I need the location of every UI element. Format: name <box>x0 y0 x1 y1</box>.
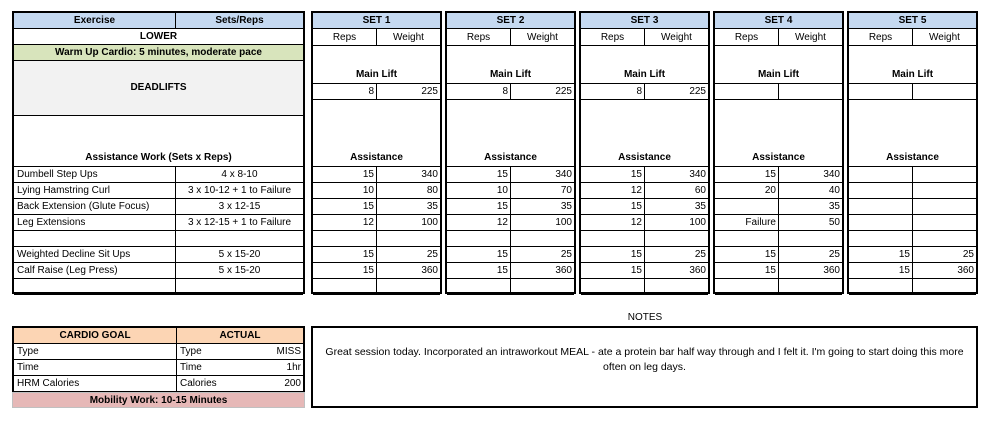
set-reps: 15 <box>581 199 645 214</box>
exercise-scheme: 3 x 10-12 + 1 to Failure <box>187 185 292 196</box>
set-weight <box>913 199 976 214</box>
exercise-scheme: 3 x 12-15 + 1 to Failure <box>187 217 292 228</box>
set-col-header-row <box>849 29 976 46</box>
exercise-name <box>14 279 176 294</box>
main-lift-weight: 225 <box>421 86 438 97</box>
exercise-name: Weighted Decline Sit Ups <box>14 247 176 262</box>
main-lift-reps: 8 <box>447 84 511 99</box>
set-reps <box>849 279 913 294</box>
set-reps: 15 <box>849 263 913 278</box>
set-weight: 360 <box>957 265 974 276</box>
set-reps <box>849 167 913 182</box>
set-reps: 15 <box>447 199 511 214</box>
notes-box <box>311 326 978 408</box>
exercise-row <box>14 183 303 199</box>
set-weight: 360 <box>555 265 572 276</box>
set-reps: 12 <box>313 215 377 230</box>
set-row <box>849 263 976 279</box>
set-weight <box>779 231 842 246</box>
set-weight <box>913 167 976 182</box>
set-row <box>715 183 842 199</box>
set-reps: 15 <box>313 263 377 278</box>
set-table-5 <box>847 11 978 294</box>
cardio-actual-label: Time <box>180 362 202 373</box>
set-row <box>849 183 976 199</box>
main-lift-label-row <box>447 46 574 84</box>
set-weight: 360 <box>823 265 840 276</box>
exercise-row <box>14 263 303 279</box>
set-title: SET 4 <box>764 15 793 26</box>
set-reps: 10 <box>313 183 377 198</box>
exercise-name: Back Extension (Glute Focus) <box>14 199 176 214</box>
cardio-header-row <box>14 328 303 344</box>
set-weight: 35 <box>694 201 706 212</box>
main-lift-label-row <box>715 46 842 84</box>
set-reps: 15 <box>447 247 511 262</box>
cardio-actual-value: MISS <box>276 346 301 357</box>
set-title: SET 3 <box>630 15 659 26</box>
main-lift-reps: 8 <box>313 84 377 99</box>
set-row <box>581 183 708 199</box>
set-row <box>447 183 574 199</box>
set-reps <box>715 279 779 294</box>
notes-label: NOTES <box>627 312 663 323</box>
warmup-row <box>14 45 303 61</box>
main-lift-values-row <box>581 84 708 100</box>
assistance-label: Assistance <box>350 152 403 163</box>
set-reps: 15 <box>715 167 779 182</box>
set-row <box>715 215 842 231</box>
set-row <box>313 199 440 215</box>
set-row <box>849 167 976 183</box>
set-row <box>849 199 976 215</box>
set-row <box>581 263 708 279</box>
main-lift-label: Main Lift <box>891 69 934 80</box>
set-row <box>849 215 976 231</box>
set-weight: 25 <box>962 249 974 260</box>
set-reps: 15 <box>447 263 511 278</box>
exercise-scheme <box>176 231 303 246</box>
set-weight <box>913 279 976 294</box>
weight-header: Weight <box>795 32 826 43</box>
set-title: SET 1 <box>362 15 391 26</box>
set-weight <box>913 183 976 198</box>
cardio-goal-item: Type <box>14 344 177 359</box>
exercise-row <box>14 215 303 231</box>
exercise-row <box>14 279 303 295</box>
set-weight: 340 <box>689 169 706 180</box>
set-table-2 <box>445 11 576 294</box>
set-reps: 15 <box>715 263 779 278</box>
notes-text: Great session today. Incorporated an intraworkout MEAL - ate a protein bar half way through and I felt it. I'm going to start doing this more often on leg days. <box>325 346 964 373</box>
set-row <box>447 231 574 247</box>
set-weight <box>377 231 440 246</box>
set-row <box>849 247 976 263</box>
set-row <box>447 247 574 263</box>
set-weight <box>377 279 440 294</box>
exercise-name: Dumbell Step Ups <box>14 167 176 182</box>
set-row <box>313 231 440 247</box>
set-row <box>715 167 842 183</box>
exercise-scheme: 4 x 8-10 <box>221 169 258 180</box>
main-lift-label: Main Lift <box>757 69 800 80</box>
assistance-label-row <box>581 100 708 167</box>
set-row <box>715 263 842 279</box>
weight-header: Weight <box>929 32 960 43</box>
set-weight: 25 <box>426 249 438 260</box>
main-lift-values-row <box>849 84 976 100</box>
set-reps: 15 <box>447 167 511 182</box>
set-title-row <box>447 13 574 29</box>
main-lift-weight <box>913 84 976 99</box>
set-weight <box>511 279 574 294</box>
reps-header: Reps <box>313 29 377 45</box>
assistance-label: Assistance <box>484 152 537 163</box>
main-lift-row <box>14 61 303 116</box>
set-row <box>313 279 440 295</box>
set-row <box>849 231 976 247</box>
set-row <box>715 279 842 295</box>
cardio-goal-header: CARDIO GOAL <box>14 328 177 343</box>
main-lift-values-row <box>313 84 440 100</box>
set-reps <box>715 199 779 214</box>
set-reps: 20 <box>715 183 779 198</box>
set-weight: 340 <box>421 169 438 180</box>
main-lift-values-row <box>715 84 842 100</box>
set-row <box>447 199 574 215</box>
set-weight <box>913 215 976 230</box>
set-reps: 15 <box>581 167 645 182</box>
set-title-row <box>715 13 842 29</box>
set-row <box>313 247 440 263</box>
set-reps: 15 <box>849 247 913 262</box>
assistance-label-row <box>715 100 842 167</box>
set-row <box>447 167 574 183</box>
main-lift-label-row <box>849 46 976 84</box>
exercise-header: Exercise <box>14 13 176 28</box>
assistance-label: Assistance <box>752 152 805 163</box>
cardio-actual-label: Type <box>180 346 202 357</box>
exercise-scheme <box>176 279 303 294</box>
set-weight: 25 <box>560 249 572 260</box>
set-row <box>581 215 708 231</box>
set-weight: 60 <box>694 185 706 196</box>
exercise-scheme: 3 x 12-15 <box>218 201 261 212</box>
main-lift-reps: 8 <box>581 84 645 99</box>
assistance-label-row <box>313 100 440 167</box>
section-title: LOWER <box>139 31 178 42</box>
set-row <box>447 279 574 295</box>
set-row <box>581 199 708 215</box>
set-row <box>581 279 708 295</box>
set-col-header-row <box>313 29 440 46</box>
main-lift-weight <box>779 84 842 99</box>
set-table-1 <box>311 11 442 294</box>
set-table-4 <box>713 11 844 294</box>
exercise-scheme: 5 x 15-20 <box>218 249 261 260</box>
assistance-header-row <box>14 116 303 167</box>
set-reps <box>715 231 779 246</box>
exercise-header-row <box>14 13 303 29</box>
exercise-name: Lying Hamstring Curl <box>14 183 176 198</box>
cardio-actual-value: 1hr <box>286 362 301 373</box>
set-reps: 15 <box>313 199 377 214</box>
set-weight: 360 <box>421 265 438 276</box>
set-title: SET 2 <box>496 15 525 26</box>
cardio-row <box>14 360 303 376</box>
main-lift-reps <box>849 84 913 99</box>
reps-header: Reps <box>447 29 511 45</box>
warmup-text: Warm Up Cardio: 5 minutes, moderate pace <box>55 47 262 58</box>
weight-header: Weight <box>661 32 692 43</box>
assistance-label-row <box>447 100 574 167</box>
main-lift-name: DEADLIFTS <box>130 82 187 93</box>
mobility-bar <box>12 392 305 408</box>
set-row <box>447 215 574 231</box>
set-row <box>715 231 842 247</box>
exercise-table <box>12 11 305 294</box>
cardio-actual-label: Calories <box>180 378 217 389</box>
set-row <box>581 167 708 183</box>
section-row <box>14 29 303 45</box>
main-lift-values-row <box>447 84 574 100</box>
set-weight: 360 <box>689 265 706 276</box>
set-row <box>581 231 708 247</box>
set-row <box>447 263 574 279</box>
set-weight: 70 <box>560 185 572 196</box>
set-weight: 35 <box>426 201 438 212</box>
set-col-header-row <box>581 29 708 46</box>
set-reps: 10 <box>447 183 511 198</box>
set-title-row <box>581 13 708 29</box>
set-title-row <box>313 13 440 29</box>
main-lift-weight: 225 <box>689 86 706 97</box>
set-row <box>715 199 842 215</box>
set-reps: 12 <box>581 183 645 198</box>
set-row <box>715 247 842 263</box>
set-row <box>313 167 440 183</box>
set-reps: 15 <box>715 247 779 262</box>
set-reps <box>849 215 913 230</box>
main-lift-label: Main Lift <box>355 69 398 80</box>
set-weight: 25 <box>694 249 706 260</box>
main-lift-weight: 225 <box>555 86 572 97</box>
exercise-name: Leg Extensions <box>14 215 176 230</box>
set-reps: 15 <box>581 247 645 262</box>
set-weight: 35 <box>828 201 840 212</box>
assistance-label-row <box>849 100 976 167</box>
set-weight: 35 <box>560 201 572 212</box>
set-weight <box>645 231 708 246</box>
set-weight: 40 <box>828 185 840 196</box>
set-weight <box>779 279 842 294</box>
set-weight <box>913 231 976 246</box>
set-row <box>581 247 708 263</box>
set-weight: 80 <box>426 185 438 196</box>
set-reps <box>581 279 645 294</box>
set-weight: 100 <box>555 217 572 228</box>
set-weight: 100 <box>421 217 438 228</box>
set-reps <box>313 231 377 246</box>
mobility-text: Mobility Work: 10-15 Minutes <box>89 395 228 406</box>
cardio-actual-header: ACTUAL <box>219 330 261 341</box>
main-lift-label-row <box>581 46 708 84</box>
set-row <box>313 183 440 199</box>
cardio-goal-item: Time <box>14 360 177 375</box>
set-reps: 15 <box>313 167 377 182</box>
exercise-row <box>14 199 303 215</box>
weight-header: Weight <box>393 32 424 43</box>
cardio-goal-item: HRM Calories <box>14 376 177 391</box>
set-reps <box>447 231 511 246</box>
set-reps <box>447 279 511 294</box>
set-reps <box>849 231 913 246</box>
assistance-header: Assistance Work (Sets x Reps) <box>85 152 232 163</box>
exercise-name: Calf Raise (Leg Press) <box>14 263 176 278</box>
main-lift-reps <box>715 84 779 99</box>
set-reps: 15 <box>313 247 377 262</box>
set-row <box>313 215 440 231</box>
reps-header: Reps <box>581 29 645 45</box>
exercise-scheme: 5 x 15-20 <box>218 265 261 276</box>
cardio-table <box>12 326 305 394</box>
set-table-3 <box>579 11 710 294</box>
set-weight: 340 <box>823 169 840 180</box>
set-col-header-row <box>447 29 574 46</box>
set-reps: Failure <box>715 215 779 230</box>
set-weight: 25 <box>828 249 840 260</box>
set-weight: 50 <box>828 217 840 228</box>
cardio-row <box>14 344 303 360</box>
exercise-row <box>14 167 303 183</box>
weight-header: Weight <box>527 32 558 43</box>
set-col-header-row <box>715 29 842 46</box>
set-reps <box>849 199 913 214</box>
cardio-actual-value: 200 <box>284 378 301 389</box>
exercise-row <box>14 231 303 247</box>
assistance-label: Assistance <box>886 152 939 163</box>
set-weight: 100 <box>689 217 706 228</box>
reps-header: Reps <box>715 29 779 45</box>
set-reps <box>581 231 645 246</box>
set-title-row <box>849 13 976 29</box>
set-reps: 15 <box>581 263 645 278</box>
sets-reps-header: Sets/Reps <box>215 15 264 26</box>
set-row <box>849 279 976 295</box>
exercise-name <box>14 231 176 246</box>
set-reps: 12 <box>581 215 645 230</box>
exercise-row <box>14 247 303 263</box>
set-reps <box>849 183 913 198</box>
main-lift-label: Main Lift <box>489 69 532 80</box>
set-reps <box>313 279 377 294</box>
cardio-row <box>14 376 303 392</box>
main-lift-label-row <box>313 46 440 84</box>
reps-header: Reps <box>849 29 913 45</box>
main-lift-label: Main Lift <box>623 69 666 80</box>
set-weight: 340 <box>555 169 572 180</box>
set-row <box>313 263 440 279</box>
set-weight <box>511 231 574 246</box>
set-weight <box>645 279 708 294</box>
set-reps: 12 <box>447 215 511 230</box>
assistance-label: Assistance <box>618 152 671 163</box>
set-title: SET 5 <box>898 15 927 26</box>
